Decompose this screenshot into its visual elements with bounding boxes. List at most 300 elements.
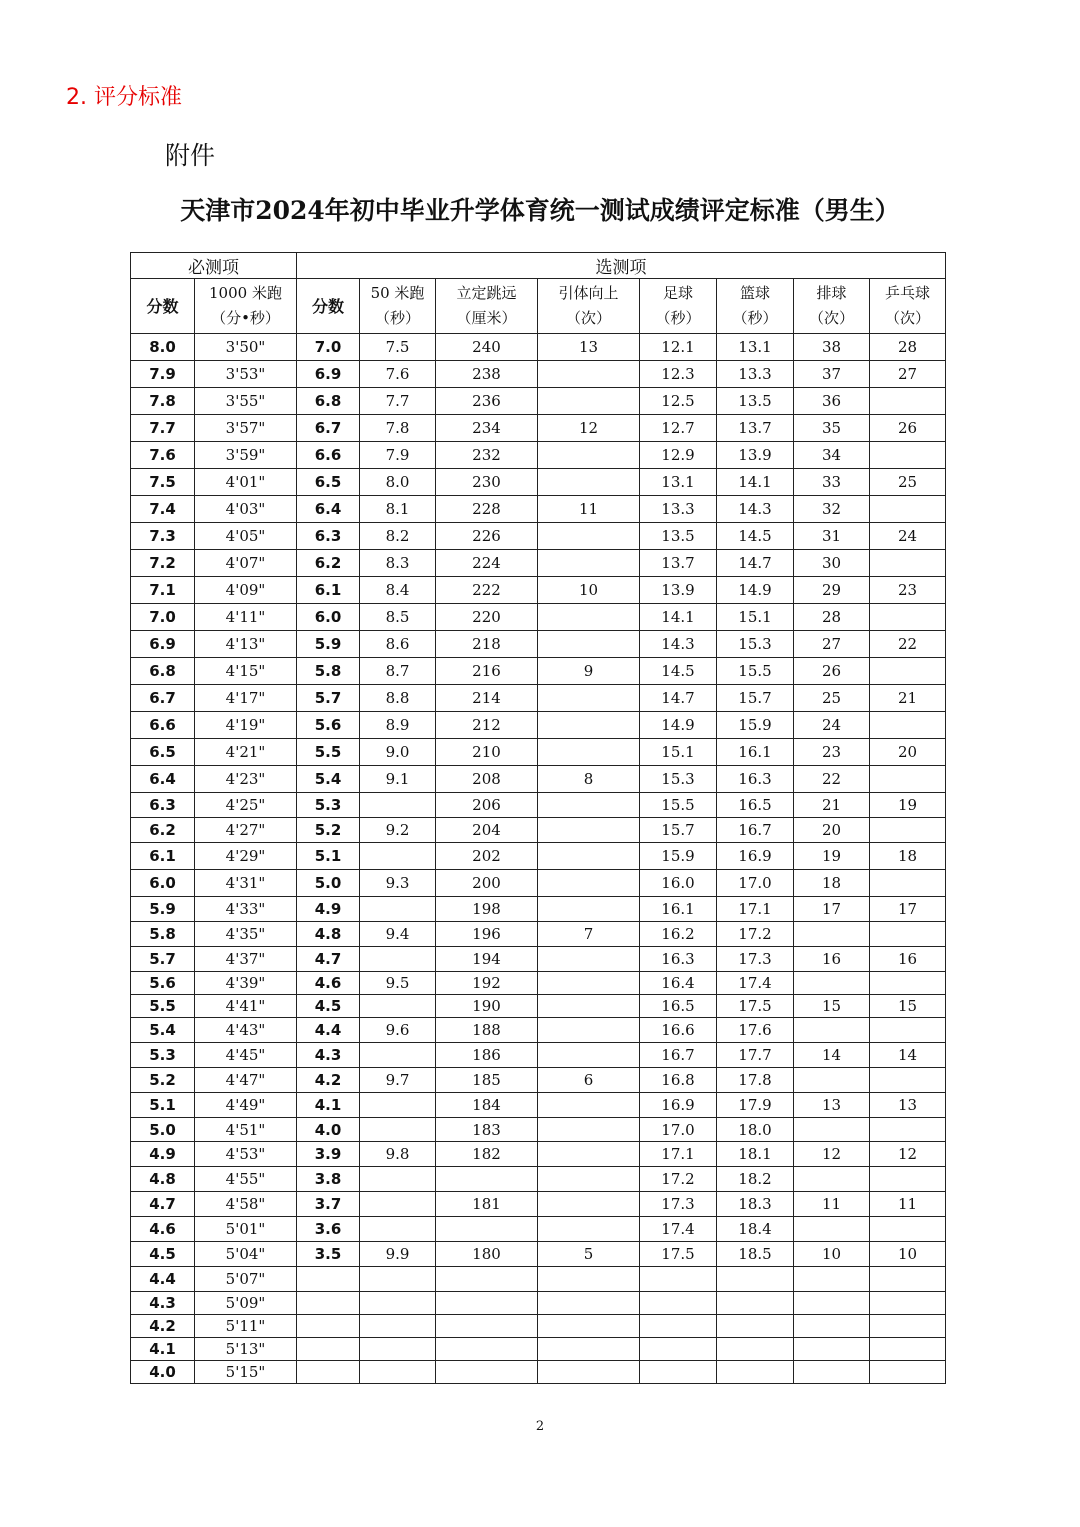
table-cell	[360, 1043, 436, 1068]
table-cell	[538, 739, 640, 766]
table-row	[131, 739, 946, 766]
table-cell: 6.0	[131, 870, 195, 897]
table-row	[131, 469, 946, 496]
table-cell: 19	[870, 793, 946, 818]
table-cell: 4'51"	[195, 1118, 297, 1142]
table-cell	[360, 793, 436, 818]
table-cell: 5.7	[297, 685, 360, 712]
table-cell: 4.4	[131, 1267, 195, 1292]
table-cell: 17	[794, 897, 870, 922]
table-cell	[538, 1217, 640, 1242]
column-header-unit: （秒）	[732, 309, 778, 327]
table-cell	[870, 766, 946, 793]
table-cell: 186	[436, 1043, 538, 1068]
table-cell: 4'09"	[195, 577, 297, 604]
table-cell: 4'27"	[195, 818, 297, 843]
table-cell: 11	[870, 1192, 946, 1217]
table-cell: 6.4	[297, 496, 360, 523]
table-cell: 13.5	[717, 388, 794, 415]
table-cell: 4'49"	[195, 1093, 297, 1118]
table-cell: 202	[436, 843, 538, 870]
table-cell: 33	[794, 469, 870, 496]
table-cell: 5.5	[131, 995, 195, 1018]
table-cell: 5'09"	[195, 1292, 297, 1315]
table-cell	[794, 1361, 870, 1384]
table-row	[131, 1093, 946, 1118]
table-cell: 18.4	[717, 1217, 794, 1242]
table-cell	[360, 1315, 436, 1338]
section-heading: 2. 评分标准	[66, 85, 182, 110]
table-cell: 6.3	[131, 793, 195, 818]
table-cell: 22	[794, 766, 870, 793]
table-cell	[794, 1315, 870, 1338]
table-cell: 216	[436, 658, 538, 685]
table-cell: 7.5	[360, 334, 436, 361]
table-cell: 17.3	[717, 947, 794, 972]
table-cell: 7.7	[360, 388, 436, 415]
table-row	[131, 1068, 946, 1093]
table-cell: 25	[794, 685, 870, 712]
table-cell: 214	[436, 685, 538, 712]
table-row	[131, 1338, 946, 1361]
table-cell: 4'53"	[195, 1142, 297, 1167]
table-cell: 14.7	[717, 550, 794, 577]
table-cell: 6	[538, 1068, 640, 1093]
table-cell: 26	[794, 658, 870, 685]
table-cell: 6.8	[131, 658, 195, 685]
table-cell: 5.6	[131, 972, 195, 995]
table-cell: 16	[794, 947, 870, 972]
table-cell: 23	[870, 577, 946, 604]
table-row	[131, 766, 946, 793]
table-cell: 4'47"	[195, 1068, 297, 1093]
table-cell: 204	[436, 818, 538, 843]
table-cell: 19	[794, 843, 870, 870]
table-cell: 9.8	[360, 1142, 436, 1167]
table-cell: 9.1	[360, 766, 436, 793]
table-cell	[794, 1217, 870, 1242]
table-cell: 18	[870, 843, 946, 870]
table-cell	[538, 550, 640, 577]
table-cell	[538, 1192, 640, 1217]
table-cell: 194	[436, 947, 538, 972]
table-cell: 17.1	[640, 1142, 717, 1167]
table-cell	[794, 1167, 870, 1192]
table-cell: 5.0	[131, 1118, 195, 1142]
table-cell: 12	[538, 415, 640, 442]
table-cell	[870, 1018, 946, 1043]
table-cell: 5.9	[297, 631, 360, 658]
table-row	[131, 415, 946, 442]
table-cell: 3'50"	[195, 334, 297, 361]
table-row	[131, 972, 946, 995]
table-cell: 18.3	[717, 1192, 794, 1217]
column-header-label: 排球	[816, 284, 847, 302]
group-header-optional: 选测项	[297, 253, 946, 279]
table-cell	[794, 1118, 870, 1142]
table-cell	[538, 1292, 640, 1315]
table-cell: 18.2	[717, 1167, 794, 1192]
table-cell	[538, 843, 640, 870]
table-cell: 4.3	[297, 1043, 360, 1068]
table-cell: 20	[870, 739, 946, 766]
table-cell	[538, 870, 640, 897]
table-cell	[870, 1217, 946, 1242]
table-cell	[870, 604, 946, 631]
table-cell: 230	[436, 469, 538, 496]
table-cell: 17.3	[640, 1192, 717, 1217]
table-row	[131, 1192, 946, 1217]
table-cell: 16.5	[640, 995, 717, 1018]
table-cell: 228	[436, 496, 538, 523]
table-cell	[360, 1192, 436, 1217]
table-row	[131, 922, 946, 947]
table-cell: 32	[794, 496, 870, 523]
table-cell: 28	[794, 604, 870, 631]
table-cell: 13.9	[640, 577, 717, 604]
table-cell: 8.2	[360, 523, 436, 550]
table-cell: 11	[538, 496, 640, 523]
table-cell	[538, 523, 640, 550]
table-cell: 198	[436, 897, 538, 922]
column-header	[870, 279, 946, 334]
table-cell	[436, 1167, 538, 1192]
column-header	[297, 279, 360, 334]
column-header-label: 足球	[662, 284, 693, 302]
table-cell: 34	[794, 442, 870, 469]
table-cell	[794, 1338, 870, 1361]
table-cell: 184	[436, 1093, 538, 1118]
table-cell: 8.8	[360, 685, 436, 712]
table-cell: 212	[436, 712, 538, 739]
table-cell: 12.1	[640, 334, 717, 361]
table-cell	[870, 1338, 946, 1361]
table-cell: 5.8	[297, 658, 360, 685]
table-cell: 6.6	[297, 442, 360, 469]
table-cell: 6.2	[131, 818, 195, 843]
table-cell: 7.9	[360, 442, 436, 469]
column-header	[640, 279, 717, 334]
table-cell: 5'13"	[195, 1338, 297, 1361]
column-header-label: 篮球	[739, 284, 770, 302]
table-cell	[360, 1093, 436, 1118]
table-cell: 13	[794, 1093, 870, 1118]
table-cell: 7.6	[360, 361, 436, 388]
table-cell	[717, 1267, 794, 1292]
table-row	[131, 496, 946, 523]
table-cell: 6.8	[297, 388, 360, 415]
table-cell	[640, 1267, 717, 1292]
table-cell: 3.9	[297, 1142, 360, 1167]
table-cell: 13.7	[717, 415, 794, 442]
table-cell: 13.3	[640, 496, 717, 523]
attachment-label: 附件	[165, 141, 216, 170]
table-cell: 28	[870, 334, 946, 361]
table-cell: 24	[870, 523, 946, 550]
table-cell: 4.9	[297, 897, 360, 922]
table-cell: 25	[870, 469, 946, 496]
table-cell: 4.4	[297, 1018, 360, 1043]
table-cell: 5.9	[131, 897, 195, 922]
table-cell	[538, 388, 640, 415]
table-cell	[360, 1118, 436, 1142]
table-cell	[870, 388, 946, 415]
table-cell	[870, 922, 946, 947]
table-row	[131, 793, 946, 818]
table-cell: 16.3	[640, 947, 717, 972]
table-cell: 11	[794, 1192, 870, 1217]
table-cell: 30	[794, 550, 870, 577]
page-number: 2	[535, 1419, 545, 1434]
table-cell: 20	[794, 818, 870, 843]
table-cell: 208	[436, 766, 538, 793]
table-cell: 3'55"	[195, 388, 297, 415]
table-cell	[436, 1267, 538, 1292]
table-cell: 5.3	[297, 793, 360, 818]
table-cell	[870, 658, 946, 685]
table-cell	[538, 685, 640, 712]
table-cell: 5'11"	[195, 1315, 297, 1338]
table-cell: 15	[870, 995, 946, 1018]
table-cell	[538, 1338, 640, 1361]
table-cell: 12.9	[640, 442, 717, 469]
table-cell: 4'15"	[195, 658, 297, 685]
table-cell: 4'29"	[195, 843, 297, 870]
table-cell	[870, 972, 946, 995]
table-cell	[436, 1315, 538, 1338]
table-cell: 182	[436, 1142, 538, 1167]
table-cell: 15.9	[717, 712, 794, 739]
table-cell: 16.9	[717, 843, 794, 870]
table-cell	[297, 1361, 360, 1384]
table-cell	[436, 1217, 538, 1242]
table-cell: 17.2	[717, 922, 794, 947]
table-cell	[538, 1267, 640, 1292]
column-header-label: 分数	[311, 296, 344, 316]
table-cell: 8.9	[360, 712, 436, 739]
table-cell: 10	[870, 1242, 946, 1267]
table-cell: 4'13"	[195, 631, 297, 658]
column-header-unit: （厘米）	[456, 309, 517, 327]
table-cell	[717, 1338, 794, 1361]
table-row	[131, 1043, 946, 1068]
column-header-unit: （次）	[884, 309, 930, 327]
table-cell	[538, 995, 640, 1018]
table-cell: 8.0	[360, 469, 436, 496]
table-cell	[538, 631, 640, 658]
table-cell: 8.6	[360, 631, 436, 658]
table-cell: 224	[436, 550, 538, 577]
column-header-unit: （次）	[565, 309, 611, 327]
table-cell: 192	[436, 972, 538, 995]
table-cell: 6.4	[131, 766, 195, 793]
table-row	[131, 843, 946, 870]
table-row	[131, 1242, 946, 1267]
table-cell	[870, 442, 946, 469]
table-row	[131, 1118, 946, 1142]
table-cell: 4.8	[297, 922, 360, 947]
table-cell: 6.2	[297, 550, 360, 577]
table-cell	[360, 1292, 436, 1315]
table-cell: 4.9	[131, 1142, 195, 1167]
table-cell: 17.8	[717, 1068, 794, 1093]
table-cell	[794, 922, 870, 947]
table-row	[131, 631, 946, 658]
table-row	[131, 712, 946, 739]
table-cell: 4.6	[131, 1217, 195, 1242]
table-cell: 4'07"	[195, 550, 297, 577]
table-cell: 4'41"	[195, 995, 297, 1018]
table-row	[131, 818, 946, 843]
table-cell: 4.2	[131, 1315, 195, 1338]
table-cell: 16.3	[717, 766, 794, 793]
table-cell: 4'58"	[195, 1192, 297, 1217]
table-cell: 9.6	[360, 1018, 436, 1043]
table-cell: 27	[794, 631, 870, 658]
table-cell	[870, 870, 946, 897]
table-cell: 4'11"	[195, 604, 297, 631]
table-cell: 6.1	[131, 843, 195, 870]
column-header	[195, 279, 297, 334]
table-cell: 16.0	[640, 870, 717, 897]
table-cell: 16.9	[640, 1093, 717, 1118]
table-cell: 13	[538, 334, 640, 361]
table-cell: 35	[794, 415, 870, 442]
table-cell	[538, 1142, 640, 1167]
table-cell	[794, 1267, 870, 1292]
column-header	[538, 279, 640, 334]
table-cell: 16.5	[717, 793, 794, 818]
table-cell: 4'39"	[195, 972, 297, 995]
table-cell: 36	[794, 388, 870, 415]
table-cell: 21	[794, 793, 870, 818]
table-cell: 4'25"	[195, 793, 297, 818]
table-cell: 13.1	[640, 469, 717, 496]
table-cell: 13.3	[717, 361, 794, 388]
table-cell: 15.7	[640, 818, 717, 843]
table-cell: 18	[794, 870, 870, 897]
table-cell: 16.7	[640, 1043, 717, 1068]
table-cell	[297, 1292, 360, 1315]
table-cell: 27	[870, 361, 946, 388]
table-row	[131, 1292, 946, 1315]
table-cell: 14.3	[640, 631, 717, 658]
table-cell	[538, 1167, 640, 1192]
table-cell: 5.1	[131, 1093, 195, 1118]
table-cell: 8.3	[360, 550, 436, 577]
table-cell: 17.6	[717, 1018, 794, 1043]
column-header-label: 立定跳远	[456, 284, 517, 302]
table-cell: 4'19"	[195, 712, 297, 739]
table-cell: 206	[436, 793, 538, 818]
table-cell: 4.3	[131, 1292, 195, 1315]
table-cell: 4'45"	[195, 1043, 297, 1068]
table-cell: 15.5	[640, 793, 717, 818]
table-row	[131, 897, 946, 922]
table-cell: 7.4	[131, 496, 195, 523]
table-cell: 14	[794, 1043, 870, 1068]
table-cell: 16.7	[717, 818, 794, 843]
table-cell	[436, 1292, 538, 1315]
table-cell: 15.9	[640, 843, 717, 870]
table-cell	[538, 1093, 640, 1118]
table-cell: 17.0	[717, 870, 794, 897]
table-cell: 5.4	[297, 766, 360, 793]
table-cell: 8.1	[360, 496, 436, 523]
table-cell	[538, 947, 640, 972]
table-cell: 16.1	[640, 897, 717, 922]
table-cell: 4'35"	[195, 922, 297, 947]
table-cell: 5.4	[131, 1018, 195, 1043]
table-cell: 7.2	[131, 550, 195, 577]
table-cell: 5'07"	[195, 1267, 297, 1292]
table-cell: 7	[538, 922, 640, 947]
table-cell	[360, 947, 436, 972]
column-header-unit: （秒）	[374, 309, 420, 327]
table-cell	[360, 995, 436, 1018]
table-cell: 8.7	[360, 658, 436, 685]
table-cell	[538, 897, 640, 922]
table-cell	[538, 1043, 640, 1068]
table-cell: 15.3	[640, 766, 717, 793]
table-cell: 29	[794, 577, 870, 604]
table-cell: 5'15"	[195, 1361, 297, 1384]
table-cell: 4.1	[297, 1093, 360, 1118]
table-cell: 23	[794, 739, 870, 766]
table-cell: 6.7	[131, 685, 195, 712]
table-cell: 14.5	[640, 658, 717, 685]
table-cell	[538, 469, 640, 496]
table-cell: 17.5	[717, 995, 794, 1018]
table-cell: 6.7	[297, 415, 360, 442]
table-cell: 4'33"	[195, 897, 297, 922]
table-cell: 6.9	[297, 361, 360, 388]
table-cell: 16.2	[640, 922, 717, 947]
table-cell: 6.0	[297, 604, 360, 631]
table-cell: 8.0	[131, 334, 195, 361]
table-cell: 190	[436, 995, 538, 1018]
table-row	[131, 947, 946, 972]
table-cell: 4'17"	[195, 685, 297, 712]
table-cell	[436, 1338, 538, 1361]
table-cell: 9.4	[360, 922, 436, 947]
table-cell	[360, 1361, 436, 1384]
table-cell: 16.4	[640, 972, 717, 995]
table-row	[131, 442, 946, 469]
table-cell: 14.7	[640, 685, 717, 712]
table-cell: 13	[870, 1093, 946, 1118]
table-cell	[297, 1338, 360, 1361]
table-cell: 9.5	[360, 972, 436, 995]
table-cell: 15	[794, 995, 870, 1018]
table-cell	[870, 1292, 946, 1315]
table-cell: 183	[436, 1118, 538, 1142]
group-header-required: 必测项	[131, 253, 297, 279]
table-cell: 17.2	[640, 1167, 717, 1192]
table-cell: 15.1	[640, 739, 717, 766]
column-header-label: 引体向上	[558, 284, 619, 302]
column-header	[794, 279, 870, 334]
table-cell	[640, 1292, 717, 1315]
table-cell: 5.2	[297, 818, 360, 843]
table-cell: 4'01"	[195, 469, 297, 496]
table-cell: 200	[436, 870, 538, 897]
table-cell: 5.5	[297, 739, 360, 766]
table-cell: 8.5	[360, 604, 436, 631]
table-cell	[538, 1118, 640, 1142]
table-cell: 4'43"	[195, 1018, 297, 1043]
table-row	[131, 577, 946, 604]
